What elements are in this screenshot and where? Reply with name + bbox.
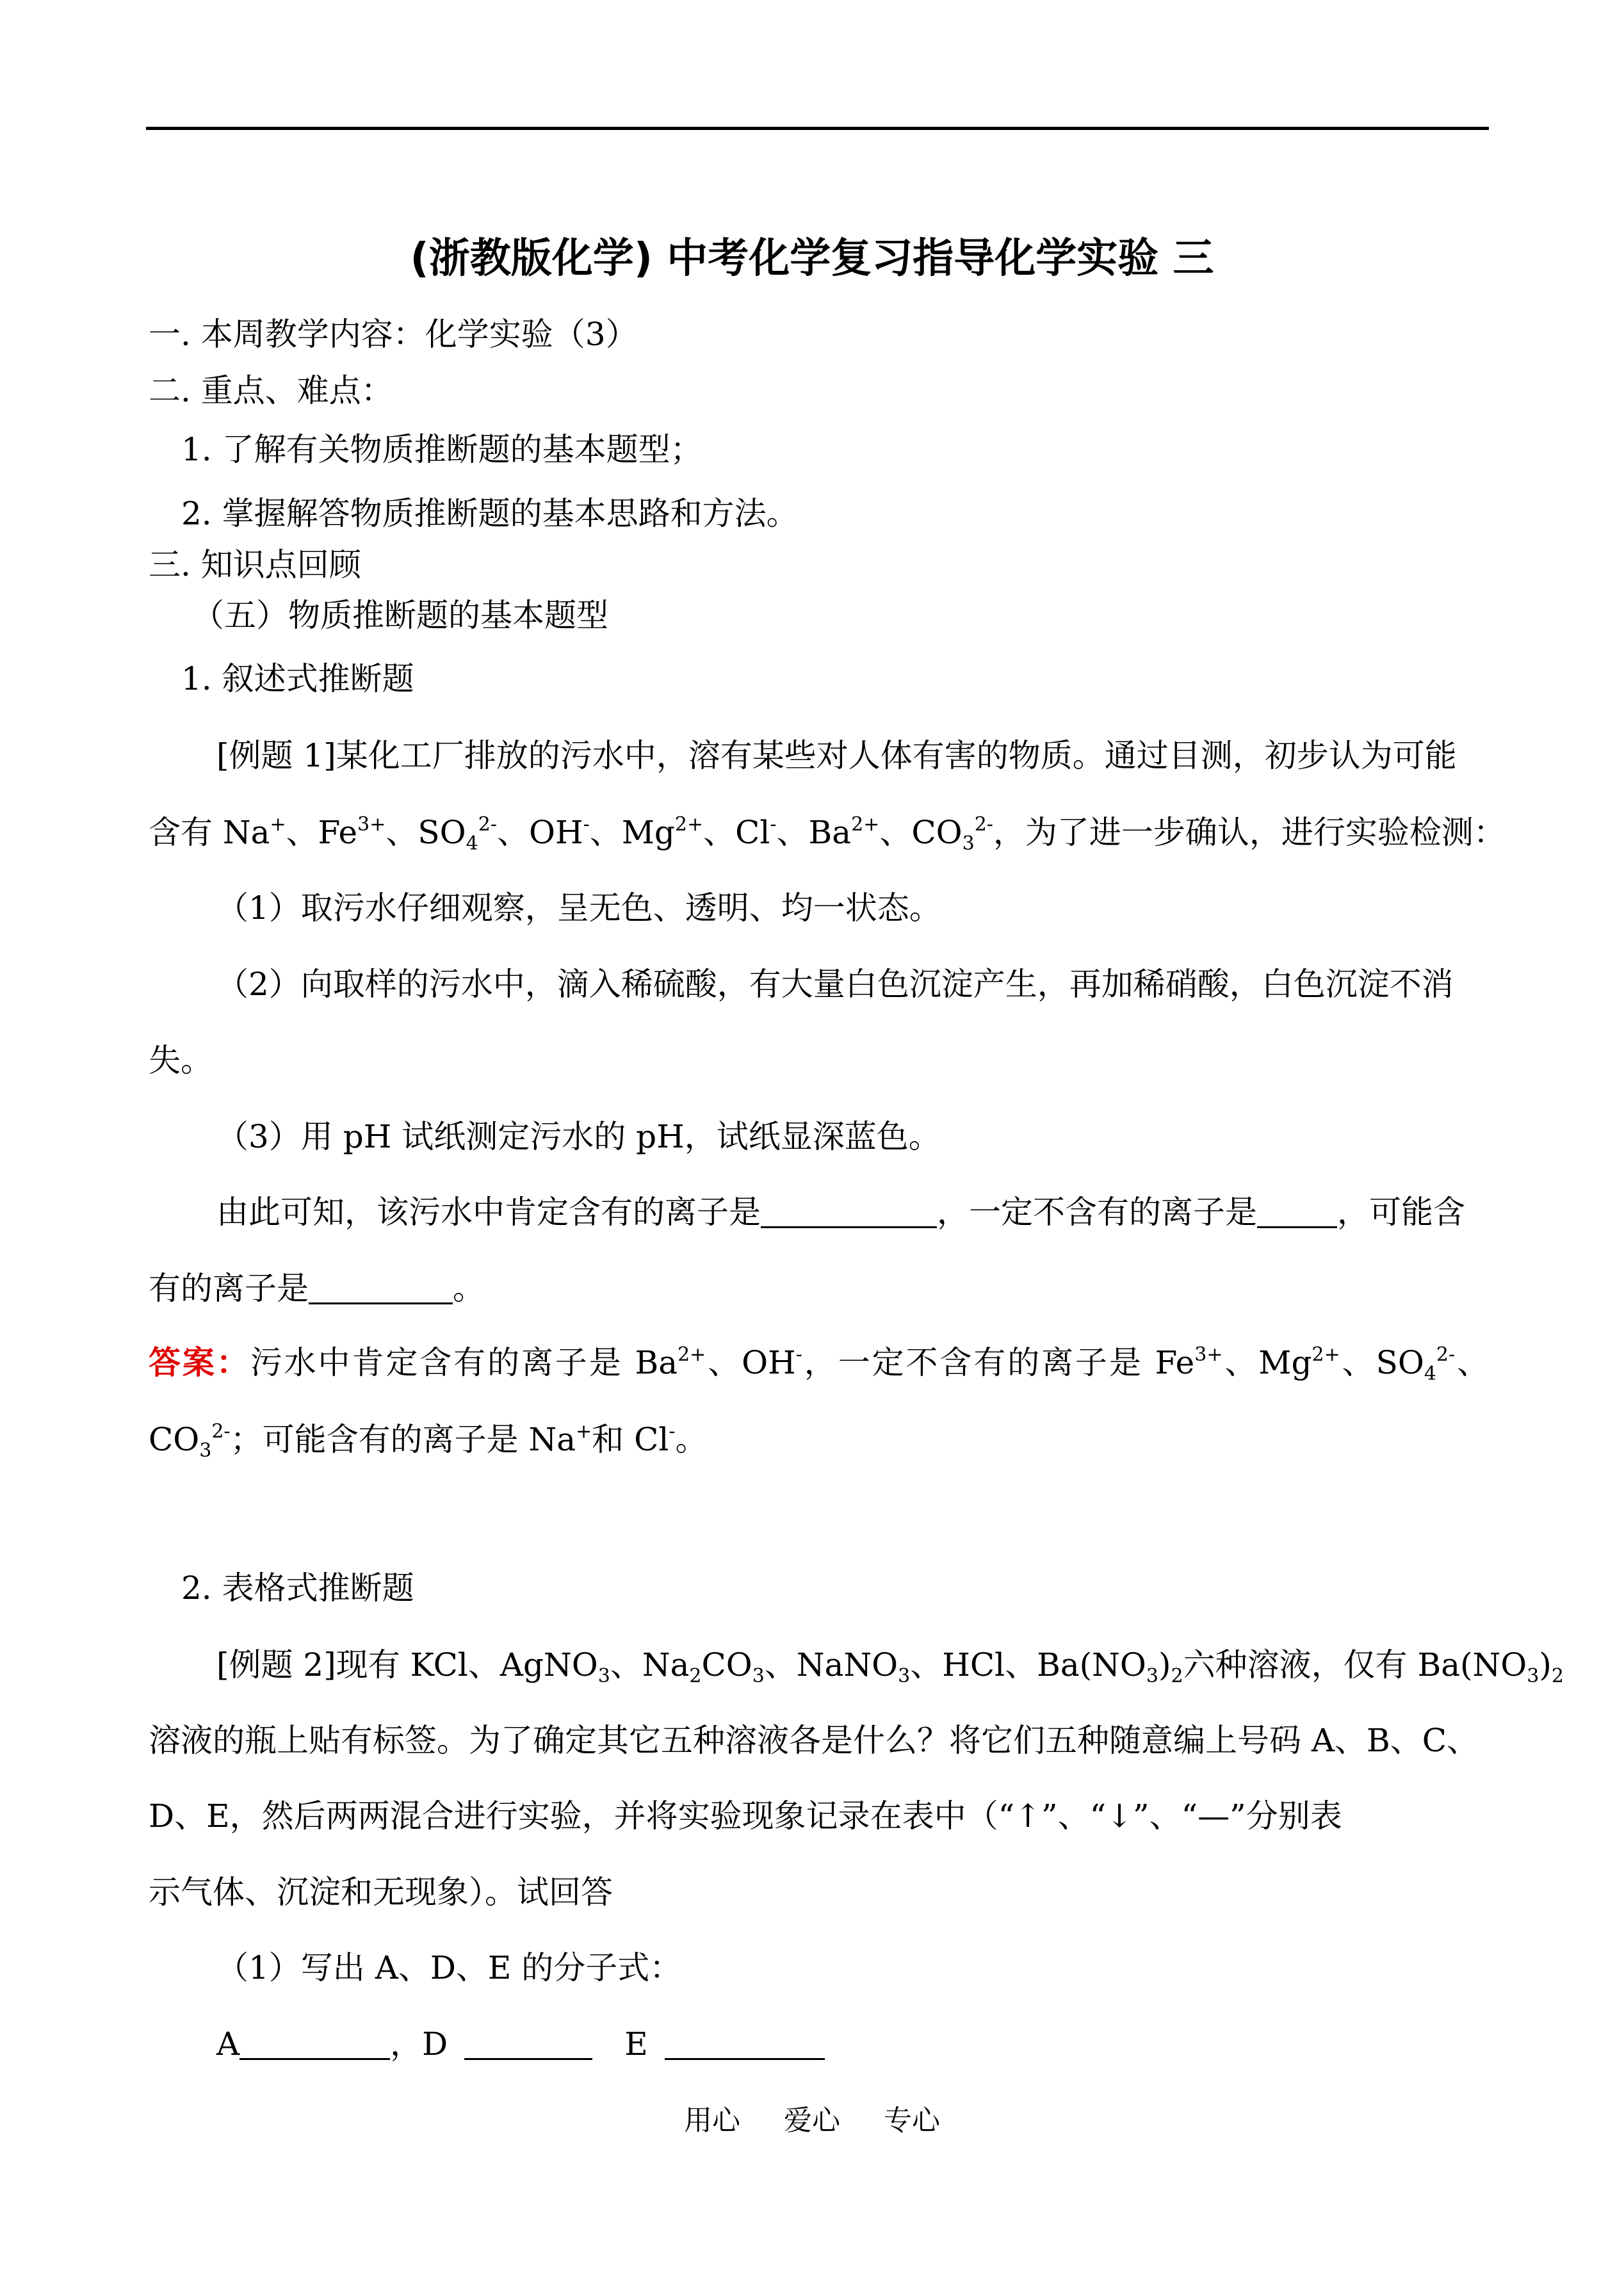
answer-blank-possible[interactable] — [309, 1270, 453, 1304]
footer-text-2: 爱心 — [784, 2104, 840, 2137]
example-2-line-4: 示气体、沉淀和无现象）。试回答 — [149, 1874, 613, 1911]
example-1-answer-cont: $CO_3^{2-}$；可能含有的离子是 Na+和 Cl-。 — [149, 1420, 708, 1462]
answer-blank-certain[interactable] — [761, 1194, 937, 1228]
example-2-answer-blanks: A ，D E — [216, 2025, 825, 2063]
example-2-line-3: D、E，然后两两混合进行实验，并将实验现象记录在表中（“↑”、“↓”、“—”分别表 — [149, 1797, 1342, 1835]
example-1-answer: 答案：污水中肯定含有的离子是 $Ba^{2+}$、OH-，一定不含有的离子是 $Fe^{3+}$、$Mg^{2+}$、$SO_4^{2-}$、 — [149, 1343, 1490, 1385]
page-footer — [0, 2097, 1624, 2138]
example-1-line-2: 含有 Na+、$Fe^{3+}$、$SO_4^{2-}$、OH-、$Mg^{2+}$、Cl-、$Ba^{2+}$、$CO_3^{2-}$，为了进一步确认，进行实验检测： — [149, 813, 1506, 855]
answer-blank-absent[interactable] — [1257, 1194, 1337, 1228]
answer-blank-e[interactable] — [665, 2026, 825, 2060]
header-rule — [146, 127, 1489, 130]
section-2: 二. 重点、难点： — [149, 372, 393, 409]
example-2-subquestion-1: （1）写出 A、D、E 的分子式： — [216, 1949, 682, 1986]
answer-blank-d[interactable] — [464, 2026, 592, 2060]
question-type-1-heading: 1. 叙述式推断题 — [181, 660, 414, 697]
footer-text-1: 用心 — [684, 2104, 740, 2137]
section-3: 三. 知识点回顾 — [149, 546, 361, 583]
example-1-question-cont: 有的离子是 。 — [149, 1270, 485, 1307]
answer-label: 答案： — [149, 1343, 250, 1381]
example-1-question: 由此可知，该污水中肯定含有的离子是 ，一定不含有的离子是 ，可能含 — [216, 1194, 1465, 1231]
section-2-item-1: 1. 了解有关物质推断题的基本题型； — [181, 431, 702, 468]
footer-text-3: 专心 — [884, 2104, 940, 2137]
example-1-step-2b: 失。 — [149, 1042, 213, 1079]
example-2-line-2: 溶液的瓶上贴有标签。为了确定其它五种溶液各是什么？将它们五种随意编上号码 A、B、C、 — [149, 1722, 1479, 1759]
example-2-line-1: [例题 2]现有 KCl、AgNO$_3$、$Na_2CO_3$、NaNO$_3$、HCl、$Ba(NO_3)_2$六种溶液，仅有 $Ba(NO_3)_2$ — [216, 1646, 1564, 1687]
section-1: 一. 本周教学内容：化学实验（3） — [149, 316, 638, 353]
page-title: (浙教版化学) 中考化学复习指导化学实验 三 — [410, 235, 1214, 282]
example-1-step-2a: （2）向取样的污水中，滴入稀硫酸，有大量白色沉淀产生，再加稀硝酸，白色沉淀不消 — [216, 966, 1454, 1003]
subsection-5: （五）物质推断题的基本题型 — [192, 597, 608, 634]
example-1-step-1: （1）取污水仔细观察，呈无色、透明、均一状态。 — [216, 889, 941, 927]
answer-blank-a[interactable] — [240, 2026, 390, 2060]
example-1-line-1: [例题 1]某化工厂排放的污水中，溶有某些对人体有害的物质。通过目测，初步认为可能 — [216, 737, 1457, 774]
example-1-step-3: （3）用 pH 试纸测定污水的 pH，试纸显深蓝色。 — [216, 1118, 941, 1155]
question-type-2-heading: 2. 表格式推断题 — [181, 1569, 414, 1607]
section-2-item-2: 2. 掌握解答物质推断题的基本思路和方法。 — [181, 495, 799, 532]
